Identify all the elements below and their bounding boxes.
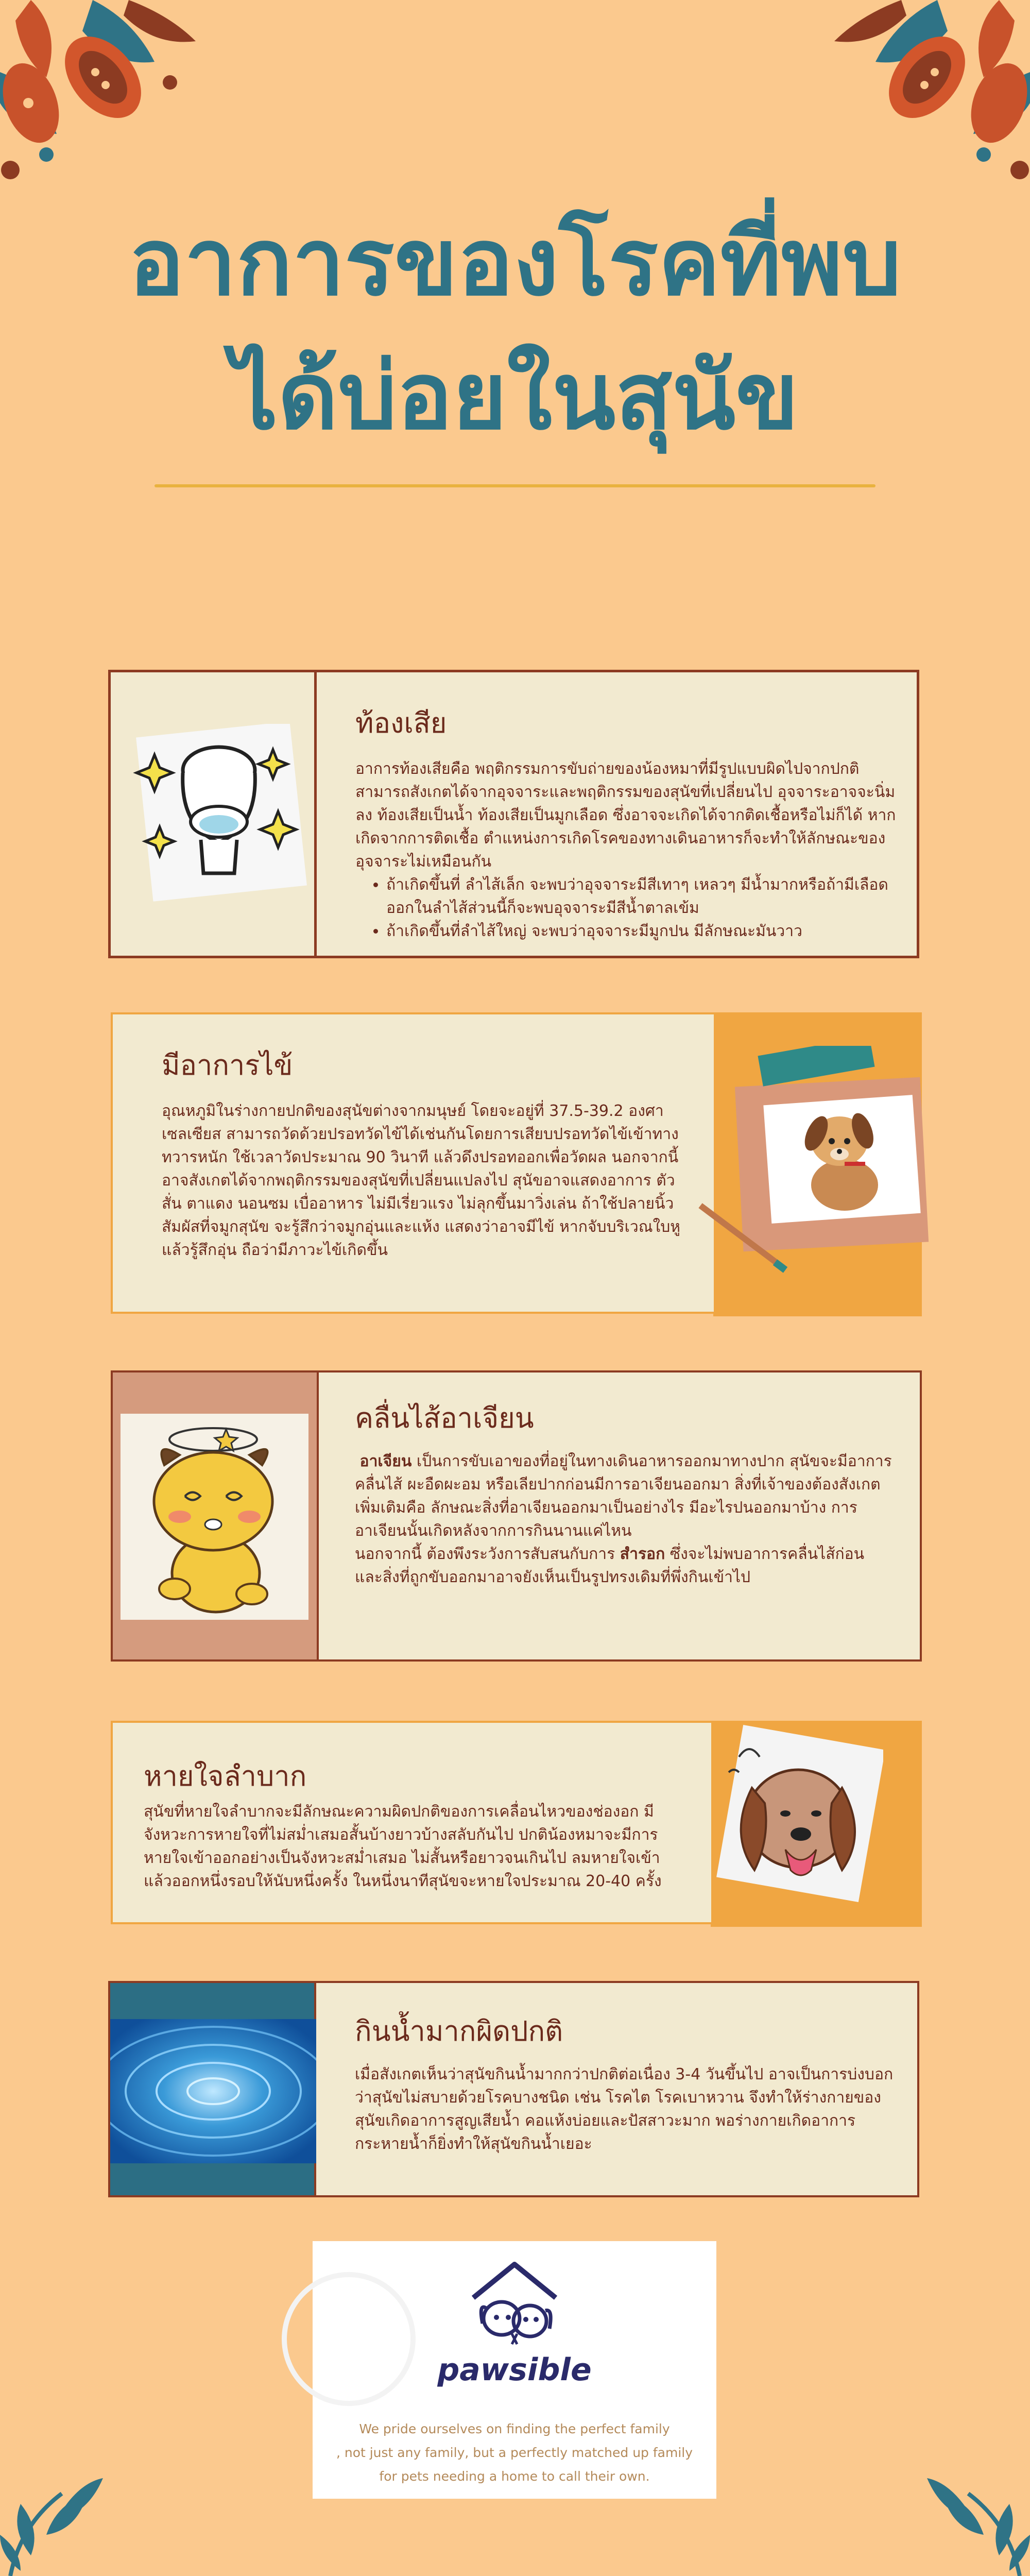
section-card-diarrhea — [108, 670, 919, 958]
corner-ornament-top-left — [0, 0, 216, 185]
section-body — [355, 757, 896, 943]
section-paragraph: เมื่อสังเกตเห็นว่าสุนัขกินน้ำมากกว่าปกติต่อเนื่อง 3-4 วันขึ้นไป อาจเป็นการบ่งบอกว่าสุนัขไม่สบายด้วยโรคบางชนิด เช่น โรคไต โรคเบาหวาน จึงทำให้ร่างกายของสุนัขเกิดอาการสูญเสียน้ำ คอแห้งบ่อยและปัสสาวะมาก พอร่างกายเกิดอาการกระหายน้ำก็ยิ่งทำให้สุนัขกินน้ำเยอะ — [355, 2065, 894, 2153]
section-paragraph: อาการท้องเสียคือ พฤติกรรมการขับถ่ายของน้องหมาที่มีรูปแบบผิดไปจากปกติ สามารถสังเกตได้จากอุจจาระและพฤติกรรมของสุนัขที่เปลี่ยนไป อุจจาระอาจจะนิ่มลง ท้องเสียเป็นน้ำ ท้องเสียเป็นมูกเลือด ซึ่งอาจจะเกิดได้จากติดเชื้อหรือไม่ก็ได้ หากเกิดจากการติดเชื้อ ตำแหน่งการเกิดโรคของทางเดินอาหารก็จะทำให้ลักษณะของอุจจาระไม่เหมือนกัน — [355, 760, 896, 871]
section-title: มีอาการไข้ — [162, 1049, 293, 1081]
leaf-ornament-bottom-right — [917, 2473, 1030, 2576]
title-underline — [154, 484, 876, 487]
tagline-line: We pride ourselves on finding the perfect family — [359, 2421, 670, 2436]
section-body — [355, 1450, 896, 1589]
page-title-line-1: อาการของโรคที่พบ — [128, 209, 902, 316]
dizzy-dog-illustration — [123, 1419, 308, 1622]
brand-card — [313, 2241, 716, 2499]
tagline-line: , not just any family, but a perfectly matched up family — [336, 2445, 693, 2460]
section-card-excessive-drinking — [108, 1981, 919, 2197]
section-title: หายใจลำบาก — [144, 1760, 307, 1792]
corner-ornament-top-right — [814, 0, 1030, 185]
bold-term: อาเจียน — [359, 1452, 412, 1470]
page-title-line-2: ได้บ่อยในสุนัข — [231, 343, 799, 450]
dog-thermometer-illustration — [690, 1046, 937, 1295]
toilet-icon — [124, 724, 309, 906]
bold-term: สำรอก — [620, 1545, 665, 1563]
bullet-list — [355, 873, 896, 943]
water-ripple-photo — [110, 2019, 316, 2165]
section-card-vomiting — [111, 1370, 922, 1662]
brand-wordmark: pawsible — [437, 2352, 592, 2388]
section-paragraph-1: อาเจียน เป็นการขับเอาของที่อยู่ในทางเดินอาหารออกมาทางปาก สุนัขจะมีอาการคลื่นไส้ ผะอืดผะอม หรือเลียปากก่อนมีการอาเจียนออกมา สิ่งที่เจ้าของต้องสังเกตเพิ่มเติมคือ ลักษณะสิ่งที่อาเจียนออกมาเป็นอย่างไร มีอะไรปนออกมาบ้าง การอาเจียนนั้นเกิดหลังจากการกินนานแค่ไหน — [355, 1452, 892, 1540]
leaf-ornament-bottom-left — [0, 2473, 113, 2576]
section-title: กินน้ำมากผิดปกติ — [355, 2015, 563, 2047]
section-card-breathing — [111, 1721, 713, 1924]
section-title: ท้องเสีย — [355, 707, 447, 739]
section-title: คลื่นไส้อาเจียน — [355, 1402, 534, 1434]
pawsible-logo — [463, 2257, 566, 2357]
list-item: • ถ้าเกิดขึ้นที่ ลำไส้เล็ก จะพบว่าอุจจาระมีสีเทาๆ เหลวๆ มีน้ำมากหรือถ้ามีเลือดออกในลำไส้ส่วนนี้ก็จะพบอุจจาระมีสีน้ำตาลเข้ม — [386, 873, 896, 920]
section-paragraph: สุนัขที่หายใจลำบากจะมีลักษณะความผิดปกติของการเคลื่อนไหวของช่องอก มีจังหวะการหายใจที่ไม่สม่ำเสมอสั้นบ้างยาวบ้างสลับกันไป ปกติน้องหมาจะมีการหายใจเข้าออกอย่างเป็นจังหวะสม่ำเสมอ ไม่สั้นหรือยาวจนเกินไป ลมหายใจเข้าแล้วออกหนึ่งรอบให้นับหนึ่งครั้ง ในหนึ่งนาทีสุนัขจะหายใจประมาณ 20-40 ครั้ง — [144, 1803, 662, 1890]
tagline-line: for pets needing a home to call their own. — [379, 2469, 650, 2484]
section-paragraph-2: นอกจากนี้ ต้องพึงระวังการสับสนกับการ สำรอก ซึ่งจะไม่พบอาการคลื่นไส้ก่อน และสิ่งที่ถูกขับออกมาอาจยังเห็นเป็นรูปทรงเดิมที่พึ่งกินเข้าไป — [355, 1545, 865, 1586]
section-card-fever — [111, 1012, 716, 1314]
panting-dog-illustration — [708, 1716, 883, 1934]
section-paragraph: อุณหภูมิในร่างกายปกติของสุนัขต่างจากมนุษย์ โดยจะอยู่ที่ 37.5-39.2 องศาเซลเซียส สามารถวัดด้วยปรอทวัดไข้ได้เช่นกันโดยการเสียบปรอทวัดไข้เข้าทางทวารหนัก ใช้เวลาวัดประมาณ 90 วินาที แล้วดึงปรอทออกเพื่อวัดผล นอกจากนี้อาจสังเกตได้จากพฤติกรรมของสุนัขที่เปลี่ยนแปลงไป สุนัขอาจแสดงอาการ ตัวสั่น ตาแดง นอนซม เบื่ออาหาร ไม่มีเรี่ยวแรง ไม่ลุกขึ้นมาวิ่งเล่น ถ้าใช้ปลายนิ้วสัมผัสที่จมูกสุนัข จะรู้สึกว่าจมูกอุ่นและแห้ง แสดงว่าอาจมีไข้ หากจับบริเวณใบหูแล้วรู้สึกอุ่น ถือว่ามีภาวะไข้เกิดขึ้น — [162, 1102, 681, 1259]
list-item: • ถ้าเกิดขึ้นที่ลำไส้ใหญ่ จะพบว่าอุจจาระมีมูกปน มีลักษณะมันวาว — [386, 920, 896, 943]
